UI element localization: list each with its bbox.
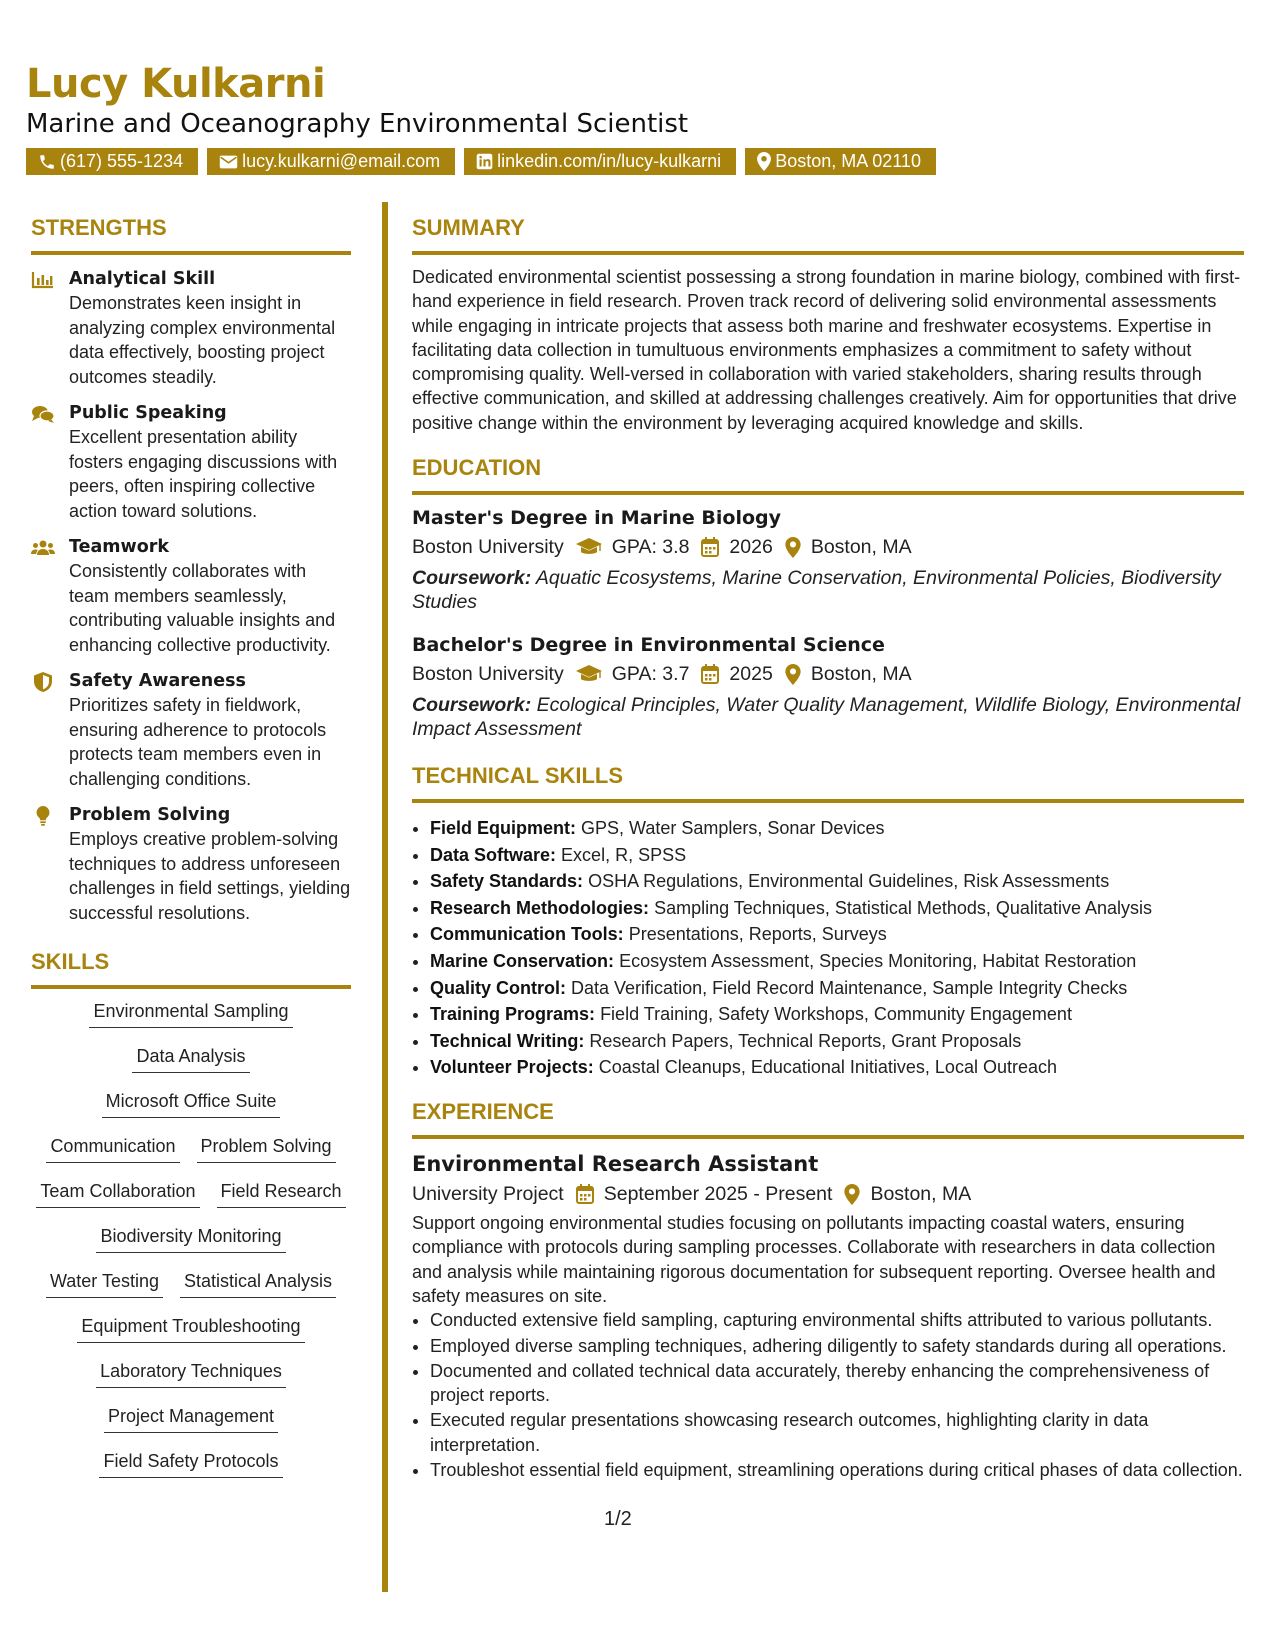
skills-heading: SKILLS	[31, 949, 110, 974]
job-location: Boston, MA	[870, 1183, 972, 1206]
skill-label: Technical Writing:	[430, 1030, 585, 1051]
right-column	[412, 213, 1244, 1483]
list-item	[430, 1054, 1244, 1081]
technical-skills-list	[412, 815, 1244, 1081]
list-item	[430, 1028, 1244, 1055]
experience-heading: EXPERIENCE	[412, 1099, 554, 1125]
job-meta	[412, 1179, 1244, 1209]
strength-title: Problem Solving	[69, 805, 231, 825]
users-icon	[31, 538, 55, 558]
shield-icon	[31, 672, 55, 692]
education-meta	[412, 659, 1244, 689]
skill-tag: Data Analysis	[132, 1044, 249, 1073]
left-column	[31, 213, 351, 1494]
education-entry	[412, 505, 1244, 614]
skill-tag: Laboratory Techniques	[96, 1359, 286, 1388]
skill-tag: Communication	[46, 1134, 179, 1163]
graduation-cap-icon	[576, 538, 602, 556]
skill-tag: Team Collaboration	[36, 1179, 199, 1208]
linkedin-text: linkedin.com/in/lucy-kulkarni	[497, 151, 722, 171]
skill-value: Ecosystem Assessment, Species Monitoring, Habitat Restoration	[619, 951, 1137, 972]
candidate-title: Marine and Oceanography Environmental Scientist	[26, 109, 689, 139]
job-bullets	[412, 1308, 1244, 1482]
strength-description: Employs creative problem-solving techniques to address unforeseen challenges in field settings, yielding successful resolutions.	[69, 829, 351, 923]
skill-row	[31, 1179, 351, 1224]
education-heading: EDUCATION	[412, 455, 542, 481]
list-item	[430, 868, 1244, 895]
coursework-label: Coursework:	[412, 694, 532, 717]
school-location: Boston, MA	[810, 536, 912, 559]
list-item	[430, 921, 1244, 948]
degree-title: Bachelor's Degree in Environmental Science	[412, 634, 885, 657]
strength-title: Teamwork	[69, 537, 169, 557]
candidate-name: Lucy Kulkarni	[26, 61, 326, 107]
strengths-heading: STRENGTHS	[31, 215, 167, 240]
skill-label: Quality Control:	[430, 977, 566, 998]
list-item: • Employed diverse sampling techniques, adhering diligently to safety standards during all operations.	[430, 1334, 1244, 1358]
map-pin-icon	[785, 664, 801, 685]
summary-rule	[412, 251, 1244, 255]
strengths-rule	[31, 251, 351, 255]
phone-chip[interactable]	[26, 148, 198, 175]
strength-item	[31, 267, 351, 389]
skill-row	[31, 1449, 351, 1494]
strength-item	[31, 669, 351, 791]
skill-label: Volunteer Projects:	[430, 1057, 594, 1078]
skill-value: Presentations, Reports, Surveys	[628, 924, 887, 945]
calendar-icon	[701, 537, 719, 557]
skill-value: Coastal Cleanups, Educational Initiatives, Local Outreach	[598, 1057, 1057, 1078]
graduation-cap-icon	[576, 665, 602, 683]
skill-label: Research Methodologies:	[430, 897, 650, 918]
strength-description: Prioritizes safety in fieldwork, ensuring adherence to protocols protects team members even in challenging conditions.	[69, 695, 327, 789]
bar-chart-icon	[31, 270, 55, 290]
education-entry	[412, 632, 1244, 741]
graduation-year: 2026	[729, 536, 773, 559]
column-divider	[382, 202, 388, 1592]
coursework-list: Ecological Principles, Water Quality Management, Wildlife Biology, Environmental Impact Assessment	[412, 694, 1241, 741]
strength-title: Public Speaking	[69, 403, 227, 423]
list-item: • Troubleshot essential field equipment, streamlining operations during critical phases of data collection.	[430, 1458, 1244, 1482]
calendar-icon	[576, 1184, 594, 1204]
skill-tag: Biodiversity Monitoring	[96, 1224, 285, 1253]
strength-item	[31, 803, 351, 925]
school-location: Boston, MA	[810, 663, 912, 686]
list-item	[430, 815, 1244, 842]
phone-icon	[38, 153, 56, 171]
coursework-label: Coursework:	[412, 567, 532, 590]
strength-description: Demonstrates keen insight in analyzing complex environmental data effectively, boosting project outcomes steadily.	[69, 293, 336, 387]
technical-skills-rule	[412, 799, 1244, 803]
technical-skills-heading: TECHNICAL SKILLS	[412, 763, 624, 789]
skill-value: GPS, Water Samplers, Sonar Devices	[581, 818, 885, 839]
summary-heading: SUMMARY	[412, 215, 525, 240]
skill-tag: Water Testing	[46, 1269, 163, 1298]
list-item	[430, 948, 1244, 975]
experience-rule	[412, 1135, 1244, 1139]
skill-tag: Project Management	[104, 1404, 278, 1433]
skill-tag: Field Safety Protocols	[99, 1449, 282, 1478]
skill-value: Excel, R, SPSS	[561, 844, 687, 865]
skill-tag: Microsoft Office Suite	[102, 1089, 281, 1118]
skill-label: Field Equipment:	[430, 818, 576, 839]
job-title: Environmental Research Assistant	[412, 1152, 819, 1177]
list-item: • Conducted extensive field sampling, capturing environmental shifts attributed to various pollutants.	[430, 1308, 1244, 1332]
skill-label: Data Software:	[430, 844, 557, 865]
school-name: Boston University	[412, 536, 564, 559]
gpa: GPA: 3.8	[611, 536, 690, 559]
skill-label: Safety Standards:	[430, 871, 584, 892]
contact-bar	[26, 148, 1249, 175]
skill-label: Training Programs:	[430, 1004, 596, 1025]
skill-label: Communication Tools:	[430, 924, 624, 945]
skills-rule	[31, 985, 351, 989]
skill-row	[31, 1089, 351, 1134]
experience-entry	[412, 1149, 1244, 1482]
job-dates: September 2025 - Present	[603, 1183, 833, 1206]
linkedin-chip[interactable]	[464, 148, 736, 175]
lightbulb-icon	[31, 806, 55, 826]
skill-row	[31, 1044, 351, 1089]
skill-value: OSHA Regulations, Environmental Guidelines, Risk Assessments	[588, 871, 1110, 892]
skill-row	[31, 1134, 351, 1179]
strength-item	[31, 535, 351, 657]
job-description: Support ongoing environmental studies focusing on pollutants impacting coastal waters, ensuring compliance with protocols during sampling processes. Collaborate with researchers in data collection and analysis while maintaining rigorous documentation for subsequent reporting. Oversee health and safety measures on site.	[412, 1213, 1216, 1306]
skill-tag: Equipment Troubleshooting	[77, 1314, 304, 1343]
list-item: • Documented and collated technical data accurately, thereby enhancing the comprehensiveness of project reports.	[430, 1359, 1244, 1408]
coursework	[412, 566, 1244, 614]
location-chip[interactable]	[745, 148, 936, 175]
resume-header	[26, 58, 1249, 175]
list-item	[430, 1001, 1244, 1028]
skill-tag: Field Research	[217, 1179, 346, 1208]
education-meta	[412, 532, 1244, 562]
envelope-icon	[219, 154, 238, 170]
coursework-list: Aquatic Ecosystems, Marine Conservation, Environmental Policies, Biodiversity Studies	[412, 567, 1221, 614]
strength-description: Consistently collaborates with team members seamlessly, contributing valuable insights and enhancing collective productivity.	[69, 561, 336, 655]
skill-value: Research Papers, Technical Reports, Grant Proposals	[589, 1030, 1022, 1051]
strength-item	[31, 401, 351, 523]
map-pin-icon	[785, 537, 801, 558]
skill-row	[31, 999, 351, 1044]
skill-tag: Problem Solving	[197, 1134, 336, 1163]
summary-text: Dedicated environmental scientist possessing a strong foundation in marine biology, combined with first-hand experience in field research. Proven track record of delivering solid environmental assessments while engaging in intricate projects that assess both marine and freshwater ecosystems. Expertise in facilitating data collection in tumultuous environments emphasizes a commitment to safety without compromising quality. Well-versed in collaboration with varied stakeholders, sharing results through effective communication, and skilled at addressing challenges creatively. Aim for opportunities that drive positive change within the environment by leveraging acquired knowledge and skills.	[412, 267, 1241, 433]
skill-tag: Statistical Analysis	[180, 1269, 336, 1298]
email-text: lucy.kulkarni@email.com	[242, 151, 441, 171]
phone-text: (617) 555-1234	[60, 151, 184, 171]
strength-title: Analytical Skill	[69, 269, 216, 289]
skill-row	[31, 1314, 351, 1359]
gpa: GPA: 3.7	[611, 663, 690, 686]
map-pin-icon	[844, 1184, 860, 1205]
skill-row	[31, 1224, 351, 1269]
list-item	[430, 842, 1244, 869]
degree-title: Master's Degree in Marine Biology	[412, 507, 782, 530]
skill-value: Data Verification, Field Record Maintenance, Sample Integrity Checks	[571, 977, 1128, 998]
school-name: Boston University	[412, 663, 564, 686]
list-item: • Executed regular presentations showcasing research outcomes, highlighting clarity in data interpretation.	[430, 1408, 1244, 1457]
skill-label: Marine Conservation:	[430, 951, 615, 972]
strength-description: Excellent presentation ability fosters engaging discussions with peers, often inspiring collective action toward solutions.	[69, 427, 338, 521]
skills-list	[31, 999, 351, 1494]
skill-row	[31, 1404, 351, 1449]
page-number: 1/2	[604, 1508, 632, 1530]
list-item	[430, 895, 1244, 922]
list-item	[430, 975, 1244, 1002]
skill-value: Field Training, Safety Workshops, Community Engagement	[600, 1004, 1072, 1025]
linkedin-icon	[476, 153, 493, 170]
location-text: Boston, MA 02110	[775, 151, 921, 171]
calendar-icon	[701, 664, 719, 684]
skill-row	[31, 1359, 351, 1404]
organization: University Project	[412, 1183, 564, 1206]
email-chip[interactable]	[207, 148, 455, 175]
skill-tag: Environmental Sampling	[89, 999, 292, 1028]
graduation-year: 2025	[729, 663, 773, 686]
education-rule	[412, 491, 1244, 495]
coursework	[412, 693, 1244, 741]
chat-bubbles-icon	[31, 404, 55, 424]
skill-value: Sampling Techniques, Statistical Methods, Qualitative Analysis	[654, 897, 1152, 918]
strength-title: Safety Awareness	[69, 671, 246, 691]
map-pin-icon	[757, 152, 771, 171]
skill-row	[31, 1269, 351, 1314]
